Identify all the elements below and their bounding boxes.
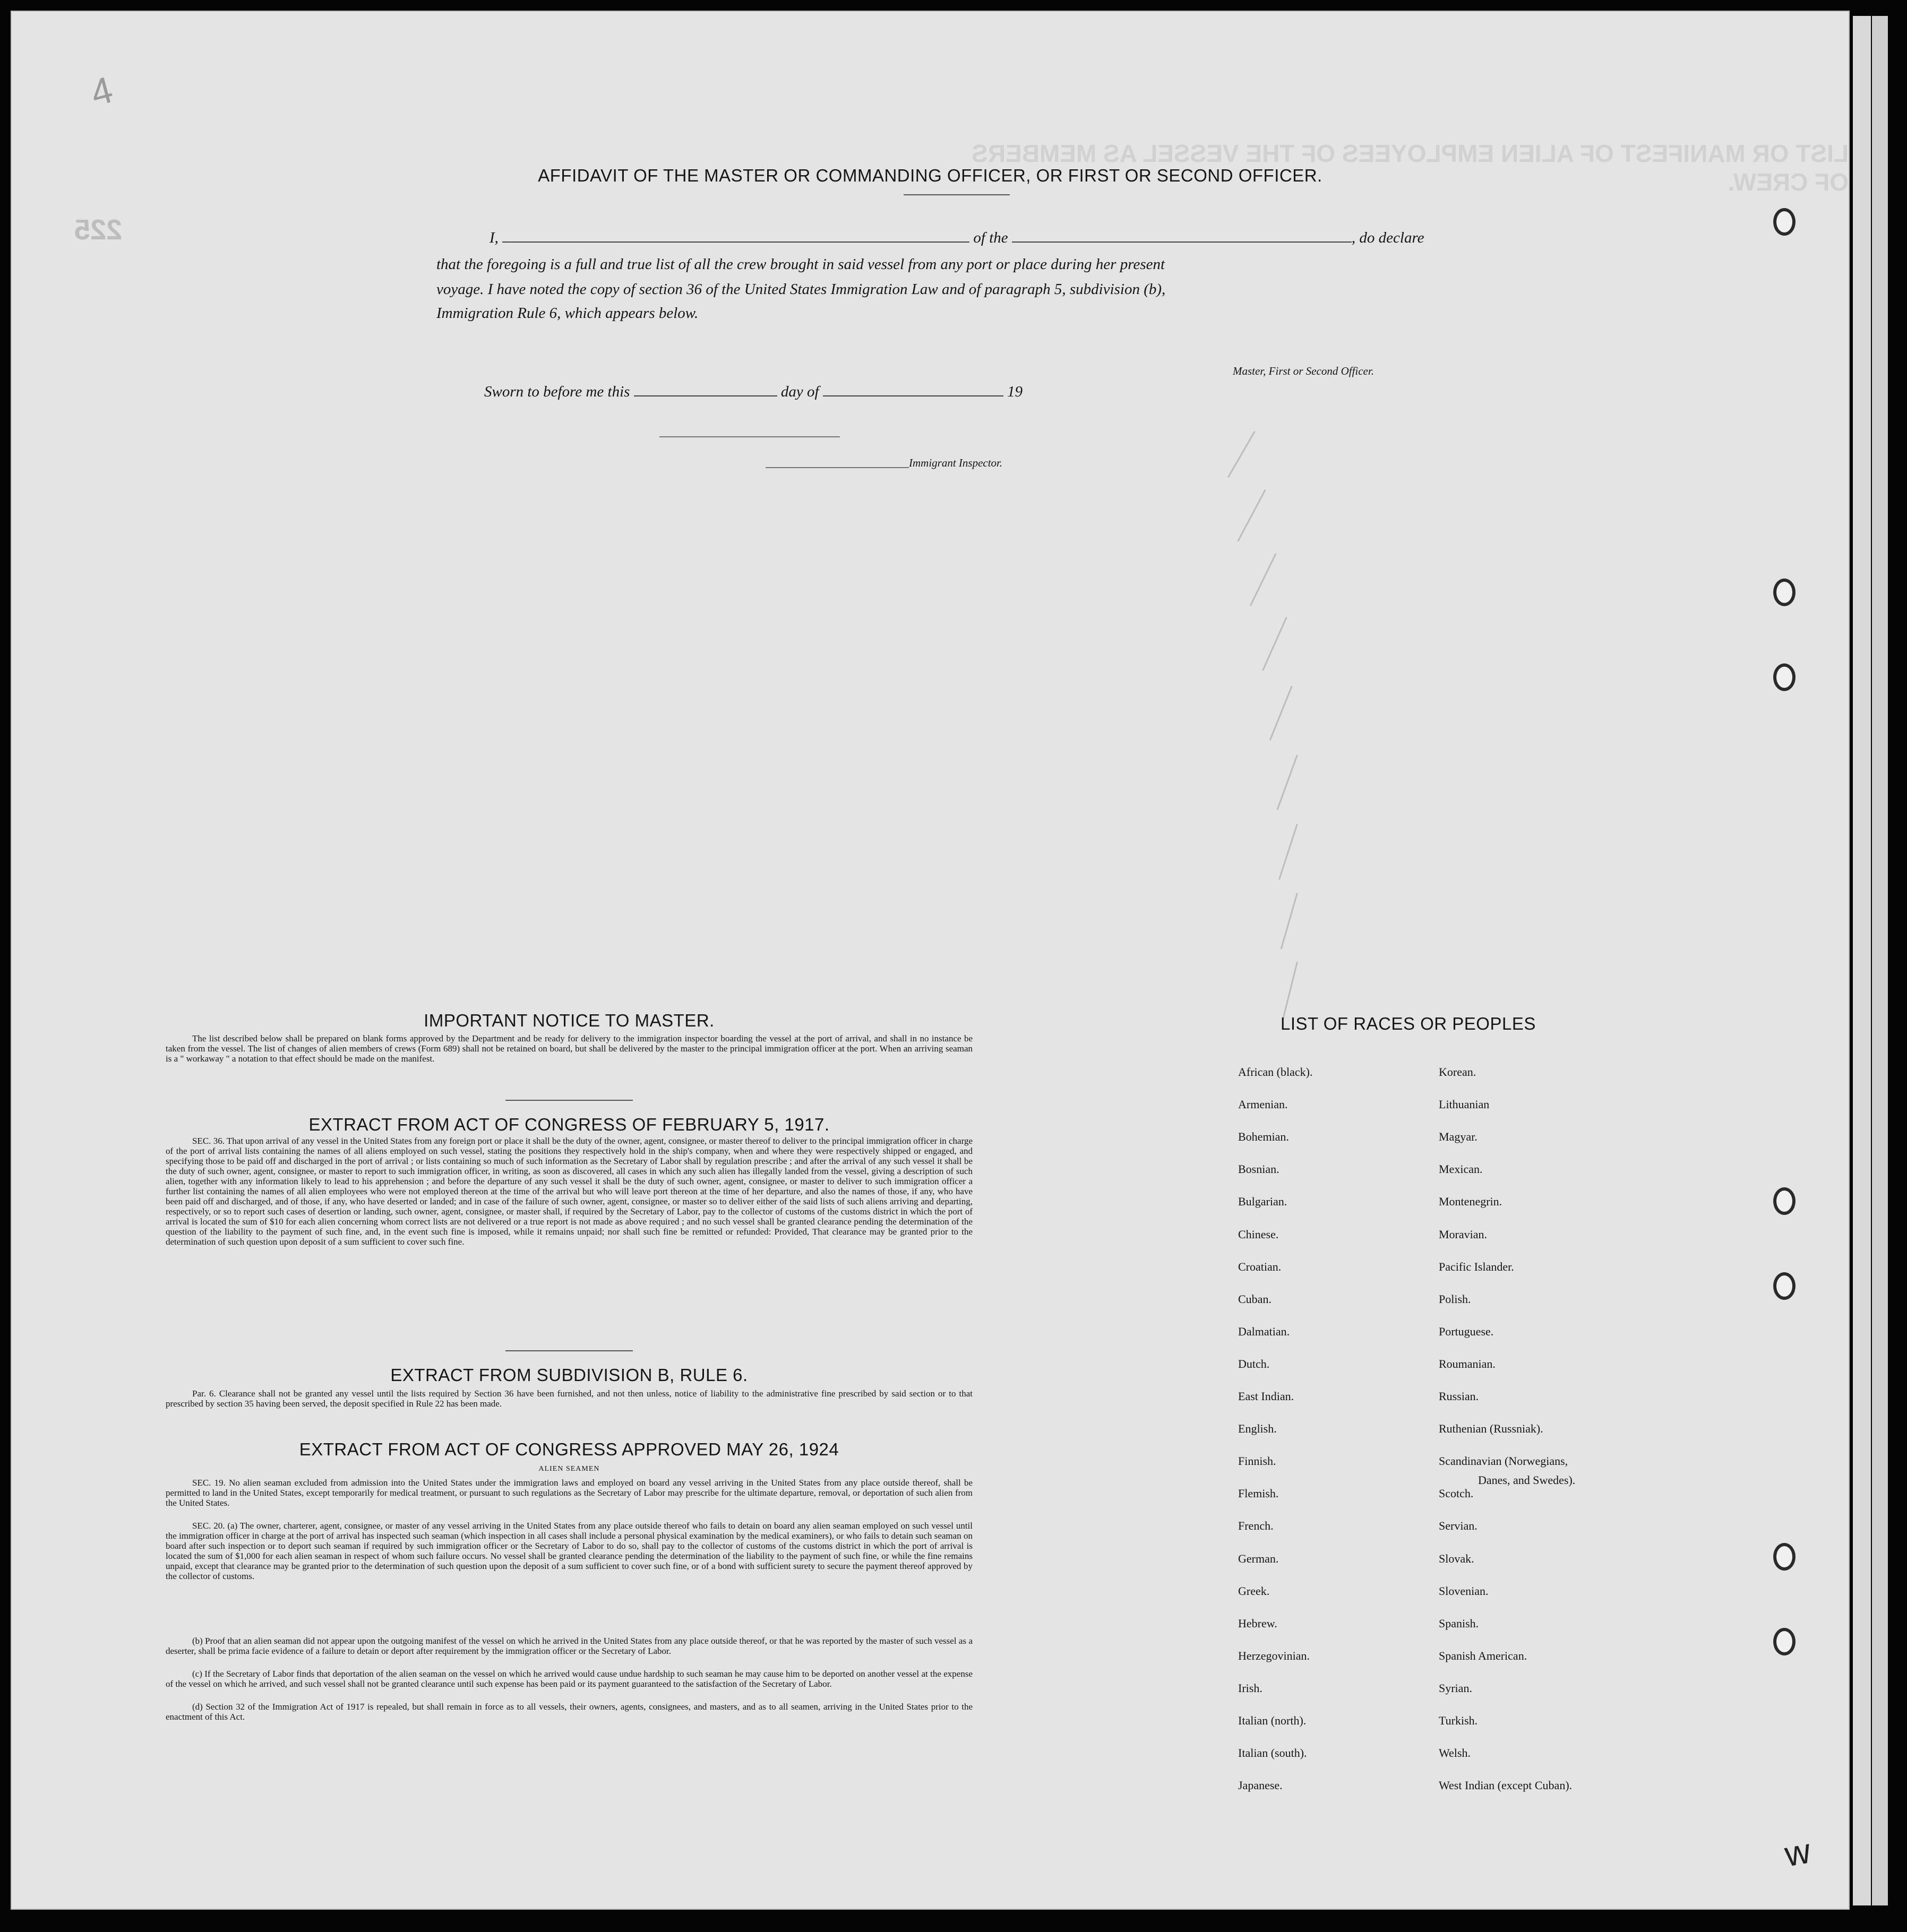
stamp-number: 225	[74, 214, 123, 246]
sworn-month-blank[interactable]	[823, 395, 1003, 396]
race-item: Ruthenian (Russniak).	[1439, 1422, 1543, 1435]
bleed-through-text: LIST OR MANIFEST OF ALIEN EMPLOYEES OF THE VESSEL AS MEMBERS OF CREW.	[972, 140, 1849, 196]
affidavit-line1	[489, 229, 1424, 247]
race-item: Flemish.	[1238, 1487, 1279, 1500]
act-1924-sec20a: SEC. 20. (a) The owner, charterer, agent, consignee, or master of any vessel arriving in the United States from any place outside thereof who fails to detain on board any alien seaman employed on such vessel until the immigration officer in charge at the port of arrival has inspected such seaman (which inspection in all cases shall include a personal physical examination by the medical examiners), or who fails to detain such seaman on board after such inspection or to deport such seaman if required by such immigration officer or the Secretary of Labor to do so, shall pay to the collector of customs of the customs district in which the port of arrival is located the sum of $1,000 for each alien seaman in respect of whom such failure occurs. No vessel shall be granted clearance pending the determination of the liability to the payment of such fine, or while the fine remains unpaid, except that clearance may be granted prior to the determination of such question upon the deposit of a sum sufficient to cover such fine, or of a bond with sufficient surety to secure the payment thereof approved by the collector of customs.	[166, 1521, 973, 1581]
race-item: Mexican.	[1439, 1162, 1483, 1176]
race-item-continuation: Danes, and Swedes).	[1478, 1473, 1576, 1487]
act-1924-sec20b: (b) Proof that an alien seaman did not appear upon the outgoing manifest of the vessel on which he arrived in the United States from any place outside thereof, or that he was reported by the master of such vessel as a deserter, shall be prima facie evidence of a failure to detain or deport after requirement by the immigration officer or the Secretary of Labor.	[166, 1636, 973, 1656]
master-signature-label: Master, First or Second Officer.	[1233, 365, 1374, 377]
race-item: Moravian.	[1439, 1228, 1488, 1241]
race-item: Magyar.	[1439, 1130, 1478, 1143]
punch-hole	[1773, 663, 1796, 691]
race-item: Servian.	[1439, 1519, 1478, 1532]
rule6-text: Par. 6. Clearance shall not be granted any vessel until the lists required by Section 36 have been furnished, and not then unless, notice of liability to the administrative fine prescribed by said section or to that prescribed by section 35 having been served, the deposit specified in Rule 22 has been made.	[166, 1388, 973, 1409]
affidavit-line3: voyage. I have noted the copy of section 36 of the United States Immigration Law and of paragraph 5, subdivision (b),	[436, 281, 1166, 298]
sworn-line	[484, 383, 1023, 401]
race-item: Hebrew.	[1238, 1617, 1277, 1630]
race-item: Polish.	[1439, 1292, 1471, 1306]
race-item: English.	[1238, 1422, 1277, 1435]
punch-hole	[1773, 1628, 1796, 1655]
race-item: Dalmatian.	[1238, 1325, 1290, 1338]
affidavit-of-the: of the	[973, 229, 1008, 246]
affidavit-title: AFFIDAVIT OF THE MASTER OR COMMANDING OFFICER, OR FIRST OR SECOND OFFICER.	[538, 166, 1322, 185]
act-1924-sec20c: (c) If the Secretary of Labor finds that deportation of the alien seaman on the vessel on which he arrived would cause undue hardship to such seaman he may cause him to be deported on another vessel at the expense of the vessel on which he arrived, and such vessel shall not be granted clearance until such expense has been paid or its payment guaranteed to the satisfaction of the Secretary of Labor.	[166, 1669, 973, 1689]
act-1924-subtitle: ALIEN SEAMEN	[538, 1465, 600, 1473]
year-text: 19	[1007, 383, 1023, 400]
vessel-name-blank[interactable]	[1012, 242, 1352, 243]
race-item: Japanese.	[1238, 1779, 1283, 1792]
race-item: Slovak.	[1439, 1552, 1474, 1565]
act-1917-title: EXTRACT FROM ACT OF CONGRESS OF FEBRUARY 5, 1917.	[308, 1115, 830, 1134]
sworn-text: Sworn to before me this	[484, 383, 630, 400]
notice-text: The list described below shall be prepared on blank forms approved by the Department and be ready for delivery to the immigration inspector boarding the vessel at the port of arrival, and shall in no instance be taken from the vessel. The list of changes of alien members of crews (Form 689) shall not be retained on board, but shall be delivered by the master to the principal immigration officer at the port. When an arriving seaman is a " workaway " a notation to that effect should be made on the manifest.	[166, 1033, 973, 1064]
rule6-title: EXTRACT FROM SUBDIVISION B, RULE 6.	[390, 1365, 748, 1385]
race-item: Chinese.	[1238, 1228, 1279, 1241]
race-item: Greek.	[1238, 1584, 1270, 1598]
signature-line	[659, 436, 840, 437]
margin-mark-bottom: w	[1781, 1831, 1814, 1874]
races-title: LIST OF RACES OR PEOPLES	[1281, 1014, 1536, 1033]
underlying-sheet-edge	[1853, 16, 1871, 1905]
punch-hole	[1773, 1272, 1796, 1300]
race-item: Finnish.	[1238, 1454, 1276, 1468]
race-item: German.	[1238, 1552, 1279, 1565]
race-item: Scandinavian (Norwegians,	[1439, 1454, 1568, 1468]
margin-scribble: 4	[86, 68, 117, 114]
act-1924-sec20d: (d) Section 32 of the Immigration Act of 1917 is repealed, but shall remain in force as to all vessels, their owners, agents, consignees, and masters, and as to all seamen, arriving in the United States prior to the enactment of this Act.	[166, 1702, 973, 1722]
race-item: Russian.	[1439, 1390, 1479, 1403]
divider-rule	[904, 194, 1010, 195]
race-item: Welsh.	[1439, 1746, 1471, 1760]
race-item: East Indian.	[1238, 1390, 1294, 1403]
punch-hole	[1773, 1543, 1796, 1571]
affidavit-line4: Immigration Rule 6, which appears below.	[436, 305, 699, 322]
underlying-sheet-edge	[1872, 16, 1888, 1905]
race-item: Slovenian.	[1439, 1584, 1489, 1598]
race-item: Herzegovinian.	[1238, 1649, 1310, 1662]
race-item: Italian (south).	[1238, 1746, 1307, 1760]
inspector-label: Immigrant Inspector.	[909, 456, 1003, 469]
race-item: Bulgarian.	[1238, 1195, 1287, 1208]
race-item: Dutch.	[1238, 1357, 1270, 1370]
race-item: Croatian.	[1238, 1260, 1282, 1273]
officer-name-blank[interactable]	[502, 242, 969, 243]
divider-rule	[505, 1100, 633, 1101]
race-item: Pacific Islander.	[1439, 1260, 1514, 1273]
race-item: Spanish.	[1439, 1617, 1479, 1630]
punch-hole	[1773, 579, 1796, 606]
document-page	[12, 12, 1849, 1909]
notice-title: IMPORTANT NOTICE TO MASTER.	[424, 1011, 715, 1030]
race-item: Italian (north).	[1238, 1714, 1307, 1727]
act-1917-text: SEC. 36. That upon arrival of any vessel in the United States from any foreign port or place it shall be the duty of the owner, agent, consignee, or master thereof to deliver to the principal immigration officer in charge of the port of arrival lists containing the names of all aliens employed on such vessel, stating the positions they respectively hold in the ship's company, when and where they were respectively shipped or engaged, and specifying those to be paid off and discharged in the port of arrival ; or lists containing so much of such information as the Secretary of Labor shall by regulation prescribe ; and after the arrival of any such vessel it shall be the duty of such owner, agent, consignee, or master to report to such immigration officer, in writing, as soon as discovered, all cases in which any such alien has illegally landed from the vessel, giving a description of such alien, together with any information likely to lead to his apprehension ; and before the departure of any such vessel it shall be the duty of such owner, agent, consignee, or master to deliver to such immigration officer a further list containing the names of all alien employees who were not employed thereon at the time of the arrival but who will leave port thereon at the time of her departure, and also the names of those, if any, who have been paid off and discharged, and of those, if any, who have deserted or landed; and in case of the failure of such owner, agent, consignee, or master so to deliver either of the said lists of such aliens arriving and departing, respectively, or so to report such cases of desertion or landing, such owner, agent, consignee, or master shall, if required by the Secretary of Labor, pay to the collector of customs of the customs district in which the port of arrival is located the sum of $10 for each alien concerning whom correct lists are not delivered or a true report is not made as above required ; and no such vessel shall be granted clearance pending the determination of the question of the liability to the payment of such fine, and, in the event such fine is imposed, while it remains unpaid; nor shall such fine be remitted or refunded: Provided, That clearance may be granted prior to the determination of such question upon deposit of a sum sufficient to cover such fine.	[166, 1136, 973, 1247]
race-item: Spanish American.	[1439, 1649, 1527, 1662]
race-item: Syrian.	[1439, 1681, 1472, 1695]
race-item: Scotch.	[1439, 1487, 1474, 1500]
race-item: Korean.	[1439, 1065, 1476, 1079]
race-item: Turkish.	[1439, 1714, 1478, 1727]
act-1924-sec19: SEC. 19. No alien seaman excluded from admission into the United States under the immigration laws and employed on board any vessel arriving in the United States from any place outside thereof, shall be permitted to land in the United States, except temporarily for medical treatment, or pursuant to such regulations as the Secretary of Labor may prescribe for the ultimate departure, removal, or deportation of such alien from the United States.	[166, 1478, 973, 1508]
race-item: Bohemian.	[1238, 1130, 1289, 1143]
race-item: West Indian (except Cuban).	[1439, 1779, 1573, 1792]
race-item: Armenian.	[1238, 1098, 1288, 1111]
inspector-signature-line	[766, 467, 909, 468]
race-item: Irish.	[1238, 1681, 1262, 1695]
punch-hole	[1773, 1187, 1796, 1215]
affidavit-line2: that the foregoing is a full and true list of all the crew brought in said vessel from any port or place during her present	[436, 256, 1165, 273]
race-item: African (black).	[1238, 1065, 1313, 1079]
race-item: Cuban.	[1238, 1292, 1272, 1306]
race-item: Lithuanian	[1439, 1098, 1490, 1111]
race-item: Bosnian.	[1238, 1162, 1279, 1176]
affidavit-declare: , do declare	[1351, 229, 1424, 246]
affidavit-i: I,	[489, 229, 499, 246]
sworn-day-blank[interactable]	[634, 395, 777, 396]
race-item: French.	[1238, 1519, 1274, 1532]
race-item: Portuguese.	[1439, 1325, 1494, 1338]
race-item: Roumanian.	[1439, 1357, 1496, 1370]
punch-hole	[1773, 208, 1796, 236]
divider-rule	[505, 1350, 633, 1351]
day-of-text: day of	[780, 383, 819, 400]
act-1924-title: EXTRACT FROM ACT OF CONGRESS APPROVED MAY 26, 1924	[299, 1439, 839, 1459]
race-item: Montenegrin.	[1439, 1195, 1502, 1208]
